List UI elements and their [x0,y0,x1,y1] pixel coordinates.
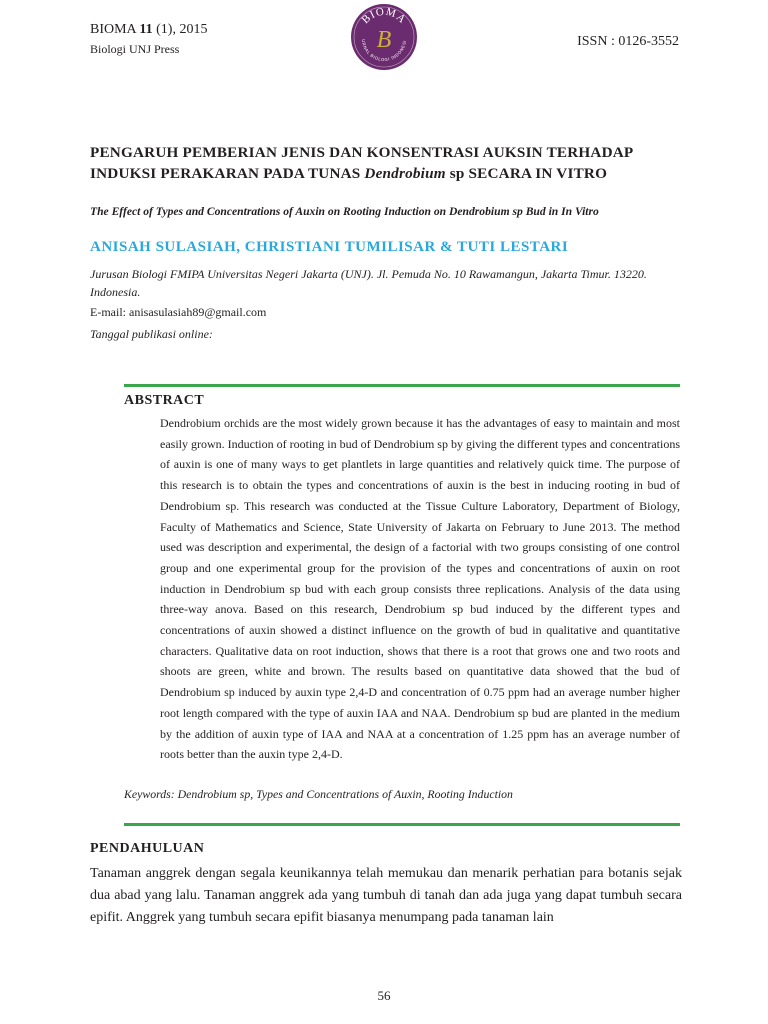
journal-name: BIOMA [90,22,136,37]
logo-title-text: BIOMA [359,5,409,27]
publication-date: Tanggal publikasi online: [90,327,213,341]
article-title [90,142,690,184]
keywords: Keywords: Dendrobium sp, Types and Concentrations of Auxin, Rooting Induction [124,787,513,801]
abstract-heading: ABSTRACT [124,393,205,408]
logo-ring-text: URNAL BIOLOGI INDONESI [360,38,407,63]
page-number: 56 [377,988,391,1003]
email-line [90,305,266,320]
authors: ANISAH SULASIAH, CHRISTIANI TUMILISAR & TUTI LESTARI [90,239,569,255]
email-address[interactable]: anisasulasiah89@gmail.com [129,305,267,319]
bioma-logo-icon [350,3,418,71]
publisher: Biologi UNJ Press [90,42,180,56]
bioma-logo [350,3,418,71]
section-heading: PENDAHULUAN [90,841,205,856]
journal-issue-year: (1), 2015 [156,22,208,37]
journal-volume: 11 [139,22,153,37]
section-body: Tanaman anggrek dengan segala keunikannya telah memukau dan menarik perhatian para botanis sejak dua abad yang lalu. Tanaman anggrek ada yang tumbuh di tanah dan ada juga yang dapat tumbuh secara epifit. Anggrek yang tumbuh secara epifit biasanya menumpang pada tanaman lain [90,866,682,925]
divider-top [124,384,680,387]
affiliation-line-2: Indonesia. [90,285,141,299]
logo-letter: B [376,27,392,53]
journal-citation [90,22,207,38]
title-genus: Dendrobium [364,165,446,182]
affiliation [90,264,690,284]
title-line-2 [90,163,690,184]
article-subtitle: The Effect of Types and Concentrations of Auxin on Rooting Induction on Dendrobium sp Bud in In Vitro [90,205,599,218]
title-line-2-end: sp SECARA IN VITRO [445,165,608,182]
affiliation-line-1: Jurusan Biologi FMIPA Universitas Negeri Jakarta (UNJ). Jl. Pemuda No. 10 Rawamangun, Jakarta Timur. 13220. [90,267,647,281]
abstract-body: Dendrobium orchids are the most widely grown because it has the advantages of easy to maintain and most easily grown. Induction of rooting in bud of Dendrobium sp by giving the different types and concentrations of auxin is one of many ways to get plantlets in large quantities and relatively quick time. The purpose of this research is to obtain the types and concentrations of auxin is the best in inducing rooting in bud of Dendrobium sp. This research was conducted at the Tissue Culture Laboratory, Department of Biology, Faculty of Mathematics and Science, State University of Jakarta on February to June 2013. The method used was description and experimental, the design of a factorial with two groups consisting of one control group and one experimental group for the provision of the types and concentrations of auxin on root induction in Dendrobium sp bud with each group consists three replications. Analysis of the data using three-way anova. Based on this research, Dendrobium sp bud induced by the different types and concentrations of auxin showed a distinct influence on the growth of bud in qualitative and quantitative characters. Qualitative data on root induction, shows that there is a root that grows one and two roots and shoots are green, white and brown. The results based on quantitative data showed that the bud of Dendrobium sp induced by auxin type 2,4-D and concentration of 0.75 ppm had an average number higher root length compared with the type of auxin IAA and NAA. Dendrobium sp bud are planted in the medium by the addition of auxin type of IAA and NAA at a concentration of 1.25 ppm has an average number of roots better than the auxin type 2,4-D. [160,416,681,762]
title-line-1: PENGARUH PEMBERIAN JENIS DAN KONSENTRASI AUKSIN TERHADAP [90,144,634,161]
email-label: E-mail: [90,305,129,319]
divider-bottom [124,823,680,826]
issn: ISSN : 0126-3552 [577,34,679,49]
title-line-2-start: INDUKSI PERAKARAN PADA TUNAS [90,165,365,182]
